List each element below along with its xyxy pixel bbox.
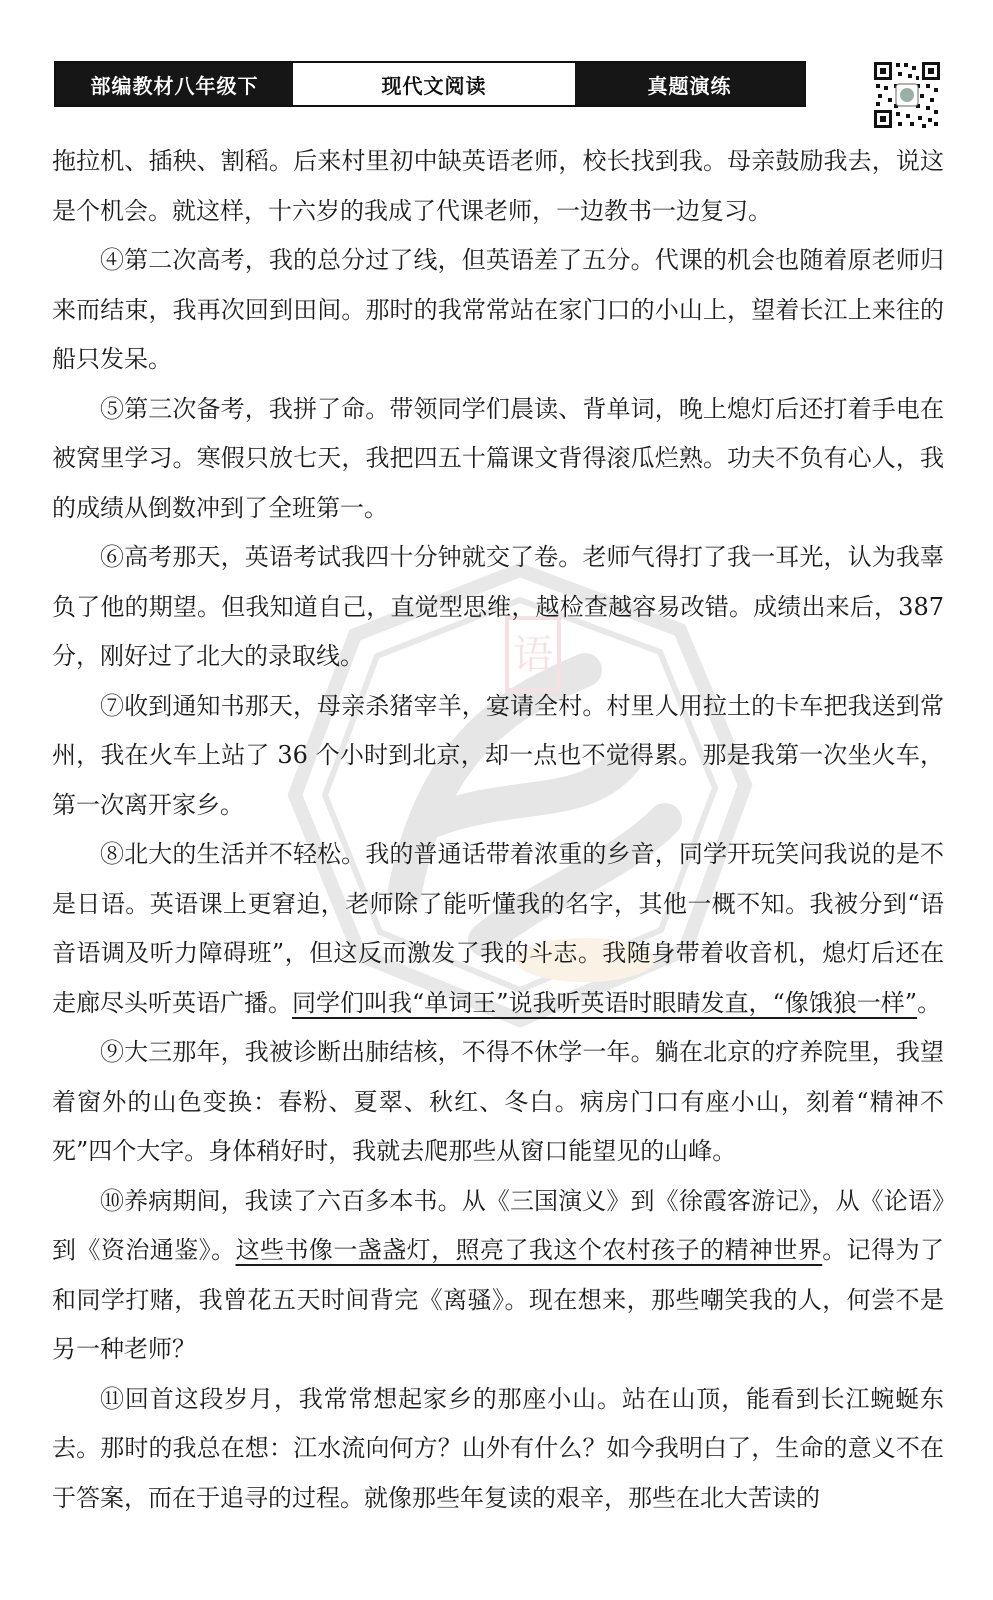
paragraph bbox=[52, 137, 944, 236]
paragraph bbox=[52, 1028, 944, 1177]
paragraph bbox=[52, 385, 944, 534]
paragraph bbox=[52, 830, 944, 1028]
paragraph-text: ④第二次高考，我的总分过了线，但英语差了五分。代课的机会也随着原老师归来而结束，我再次回到田间。那时的我常常站在家门口的小山上，望着长江上来往的船只发呆。 bbox=[52, 246, 944, 373]
paragraph-text: ⑥高考那天，英语考试我四十分钟就交了卷。老师气得打了我一耳光，认为我辜负了他的期望。但我知道自己，直觉型思维，越检查越容易改错。成绩出来后，387 分，刚好过了北大的录取线。 bbox=[52, 543, 944, 670]
underlined-sentence: 同学们叫我“单词王”说我听英语时眼睛发直，“像饿狼一样” bbox=[292, 988, 918, 1017]
header-practice-label: 真题演练 bbox=[575, 63, 804, 105]
paragraph-text: ⑧北大的生活并不轻松。我的普通话带着浓重的乡音，同学开玩笑问我说的是不是日语。英语课上更窘迫，老师除了能听懂我的名字，其他一概不知。我被分到“语音语调及听力障碍班”，但这反而激发了我的斗志。我随身带着收音机，熄灯后还在走廊尽头听英语广播。 bbox=[52, 840, 944, 1017]
header-section-label: 现代文阅读 bbox=[293, 63, 575, 105]
seal-character: 语 bbox=[513, 632, 553, 678]
paragraph-text: 。 bbox=[917, 988, 942, 1017]
paragraph bbox=[52, 1177, 944, 1375]
paragraph-text: ⑪回首这段岁月，我常常想起家乡的那座小山。站在山顶，能看到长江蜿蜒东去。那时的我总在想：江水流向何方？山外有什么？如今我明白了，生命的意义不在于答案，而在于追寻的过程。就像那些年复读的艰辛，那些在北大苦读的 bbox=[52, 1384, 944, 1512]
paragraph bbox=[52, 682, 944, 831]
header-bar bbox=[54, 61, 806, 107]
paragraph-text: ⑨大三那年，我被诊断出肺结核，不得不休学一年。躺在北京的疗养院里，我望着窗外的山色变换：春粉、夏翠、秋红、冬白。病房门口有座小山，刻着“精神不死”四个大字。身体稍好时，我就去爬那些从窗口能望见的山峰。 bbox=[52, 1038, 944, 1165]
article-body bbox=[52, 137, 944, 1523]
paragraph-text: ⑦收到通知书那天，母亲杀猪宰羊，宴请全村。村里人用拉土的卡车把我送到常州，我在火车上站了 36 个小时到北京，却一点也不觉得累。那是我第一次坐火车，第一次离开家乡。 bbox=[52, 691, 944, 819]
paragraph bbox=[52, 533, 944, 682]
header-grade-label: 部编教材八年级下 bbox=[56, 63, 293, 105]
underlined-sentence: 这些书像一盏盏灯，照亮了我这个农村孩子的精神世界 bbox=[235, 1236, 823, 1264]
paragraph-text: 拖拉机、插秧、割稻。后来村里初中缺英语老师，校长找到我。母亲鼓励我去，说这是个机会。就这样，十六岁的我成了代课老师，一边教书一边复习。 bbox=[52, 147, 944, 225]
paragraph bbox=[52, 1375, 944, 1524]
paragraph bbox=[52, 236, 944, 385]
paragraph-text: ⑤第三次备考，我拼了命。带领同学们晨读、背单词，晚上熄灯后还打着手电在被窝里学习。寒假只放七天，我把四五十篇课文背得滚瓜烂熟。功夫不负有心人，我的成绩从倒数冲到了全班第一。 bbox=[52, 394, 944, 522]
paragraph-text: ⑩养病期间，我读了六百多本书。从《三国演义》到《徐霞客游记》，从《论语》到《资治通鉴》。 bbox=[52, 1186, 944, 1264]
qr-code-icon[interactable] bbox=[872, 60, 942, 130]
paragraph-text: 。记得为了和同学打赌，我曾花五天时间背完《离骚》。现在想来，那些嘲笑我的人，何尝不是另一种老师？ bbox=[52, 1236, 945, 1363]
